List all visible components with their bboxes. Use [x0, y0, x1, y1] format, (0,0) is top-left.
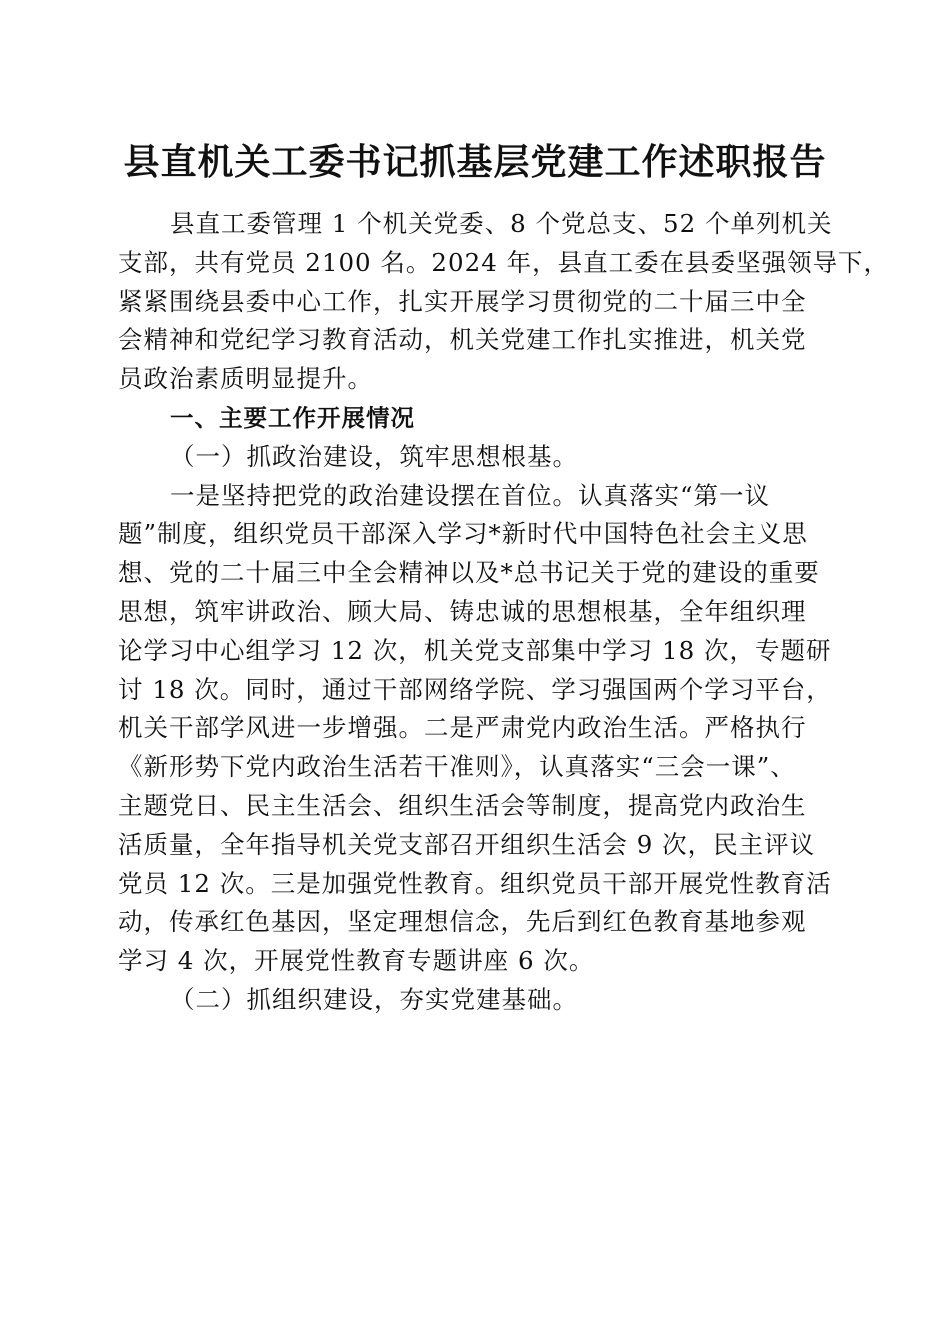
paragraph-line: 员政治素质明显提升。 — [118, 364, 373, 394]
paragraph-line: 紧紧围绕县委中心工作，扎实开展学习贯彻党的二十届三中全 — [118, 286, 807, 316]
paragraph-line: 县直工委管理 1 个机关党委、8 个党总支、52 个单列机关 — [170, 209, 833, 238]
paragraph-line: 思想，筑牢讲政治、顾大局、铸忠诚的思想根基，全年组织理 — [118, 596, 807, 626]
document-title: 县直机关工委书记抓基层党建工作述职报告 — [123, 141, 827, 183]
paragraph-line: 动，传承红色基因，坚定理想信念，先后到红色教育基地参观 — [118, 907, 807, 937]
section-heading: 一、主要工作开展情况 — [170, 403, 415, 432]
paragraph-line: 支部，共有党员 2100 名。2024 年，县直工委在县委坚强领导下， — [118, 247, 890, 277]
subsection-heading: （二）抓组织建设，夯实党建基础。 — [170, 984, 578, 1014]
paragraph-line: 会精神和党纪学习教育活动，机关党建工作扎实推进，机关党 — [118, 325, 807, 355]
paragraph-line: 《新形势下党内政治生活若干准则》，认真落实“三会一课”、 — [118, 752, 796, 782]
document-body — [118, 205, 890, 1020]
paragraph-line: 活质量，全年指导机关党支部召开组织生活会 9 次，民主评议 — [118, 829, 816, 859]
paragraph-line: 题”制度，组织党员干部深入学习*新时代中国特色社会主义思 — [118, 519, 808, 549]
paragraph-line: 讨 18 次。同时，通过干部网络学院、学习强国两个学习平台， — [118, 674, 832, 704]
subsection-heading: （一）抓政治建设，筑牢思想根基。 — [170, 441, 578, 471]
paragraph-line: 学习 4 次，开展党性教育专题讲座 6 次。 — [118, 946, 595, 976]
paragraph-line: 论学习中心组学习 12 次，机关党支部集中学习 18 次，专题研 — [118, 635, 832, 665]
paragraph-line: 党员 12 次。三是加强党性教育。组织党员干部开展党性教育活 — [118, 868, 832, 898]
paragraph-line: 想、党的二十届三中全会精神以及*总书记关于党的建设的重要 — [118, 558, 820, 588]
paragraph-line: 主题党日、民主生活会、组织生活会等制度，提高党内政治生 — [118, 790, 807, 820]
paragraph-line: 机关干部学风进一步增强。二是严肃党内政治生活。严格执行 — [118, 713, 807, 743]
paragraph-line: 一是坚持把党的政治建设摆在首位。认真落实“第一议 — [170, 480, 771, 510]
